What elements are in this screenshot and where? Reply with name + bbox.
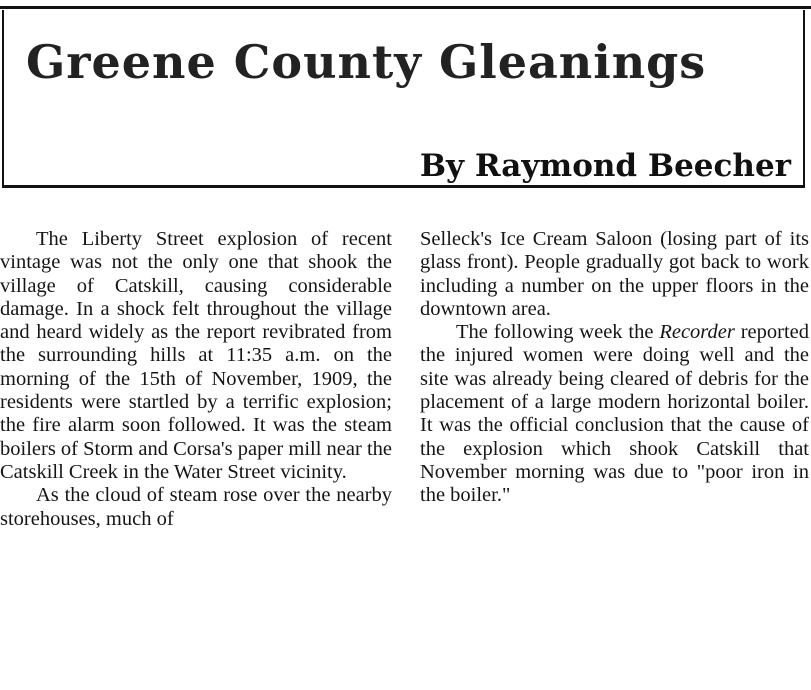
- paragraph-recorder-start: The following week the: [456, 321, 660, 344]
- newspaper-name: Recorder: [659, 321, 735, 344]
- paragraph-2: As the cloud of steam rose over the nearby storehouses, much of: [0, 484, 392, 530]
- column-title: Greene County Gleanings: [26, 35, 707, 89]
- paragraph-recorder: [420, 321, 809, 507]
- header-box: [2, 10, 805, 188]
- top-rule: [0, 6, 811, 9]
- article-column-left: [0, 228, 392, 531]
- byline: By Raymond Beecher: [419, 148, 791, 184]
- article-column-right: [420, 228, 809, 508]
- paragraph-1: The Liberty Street explosion of recent vintage was not the only one that shook the village of Catskill, causing considerable damage. In a shock felt throughout the village and heard widely as the report revibrated from the surrounding hills at 11:35 a.m. on the morning of the 15th of November, 1909, the residents were startled by a terrific explosion; the fire alarm soon followed. It was the steam boilers of Storm and Corsa's paper mill near the Catskill Creek in the Water Street vicinity.: [0, 228, 392, 483]
- paragraph-continued: Selleck's Ice Cream Saloon (losing part of its glass front). People gradually got back to work including a number on the upper floors in the downtown area.: [420, 228, 809, 320]
- paragraph-recorder-end: reported the injured women were doing well and the site was already being cleared of debris for the placement of a large modern horizontal boiler. It was the official conclusion that the cause of the explosion which shook Catskill that November morning was due to "poor iron in the boiler.": [420, 321, 809, 507]
